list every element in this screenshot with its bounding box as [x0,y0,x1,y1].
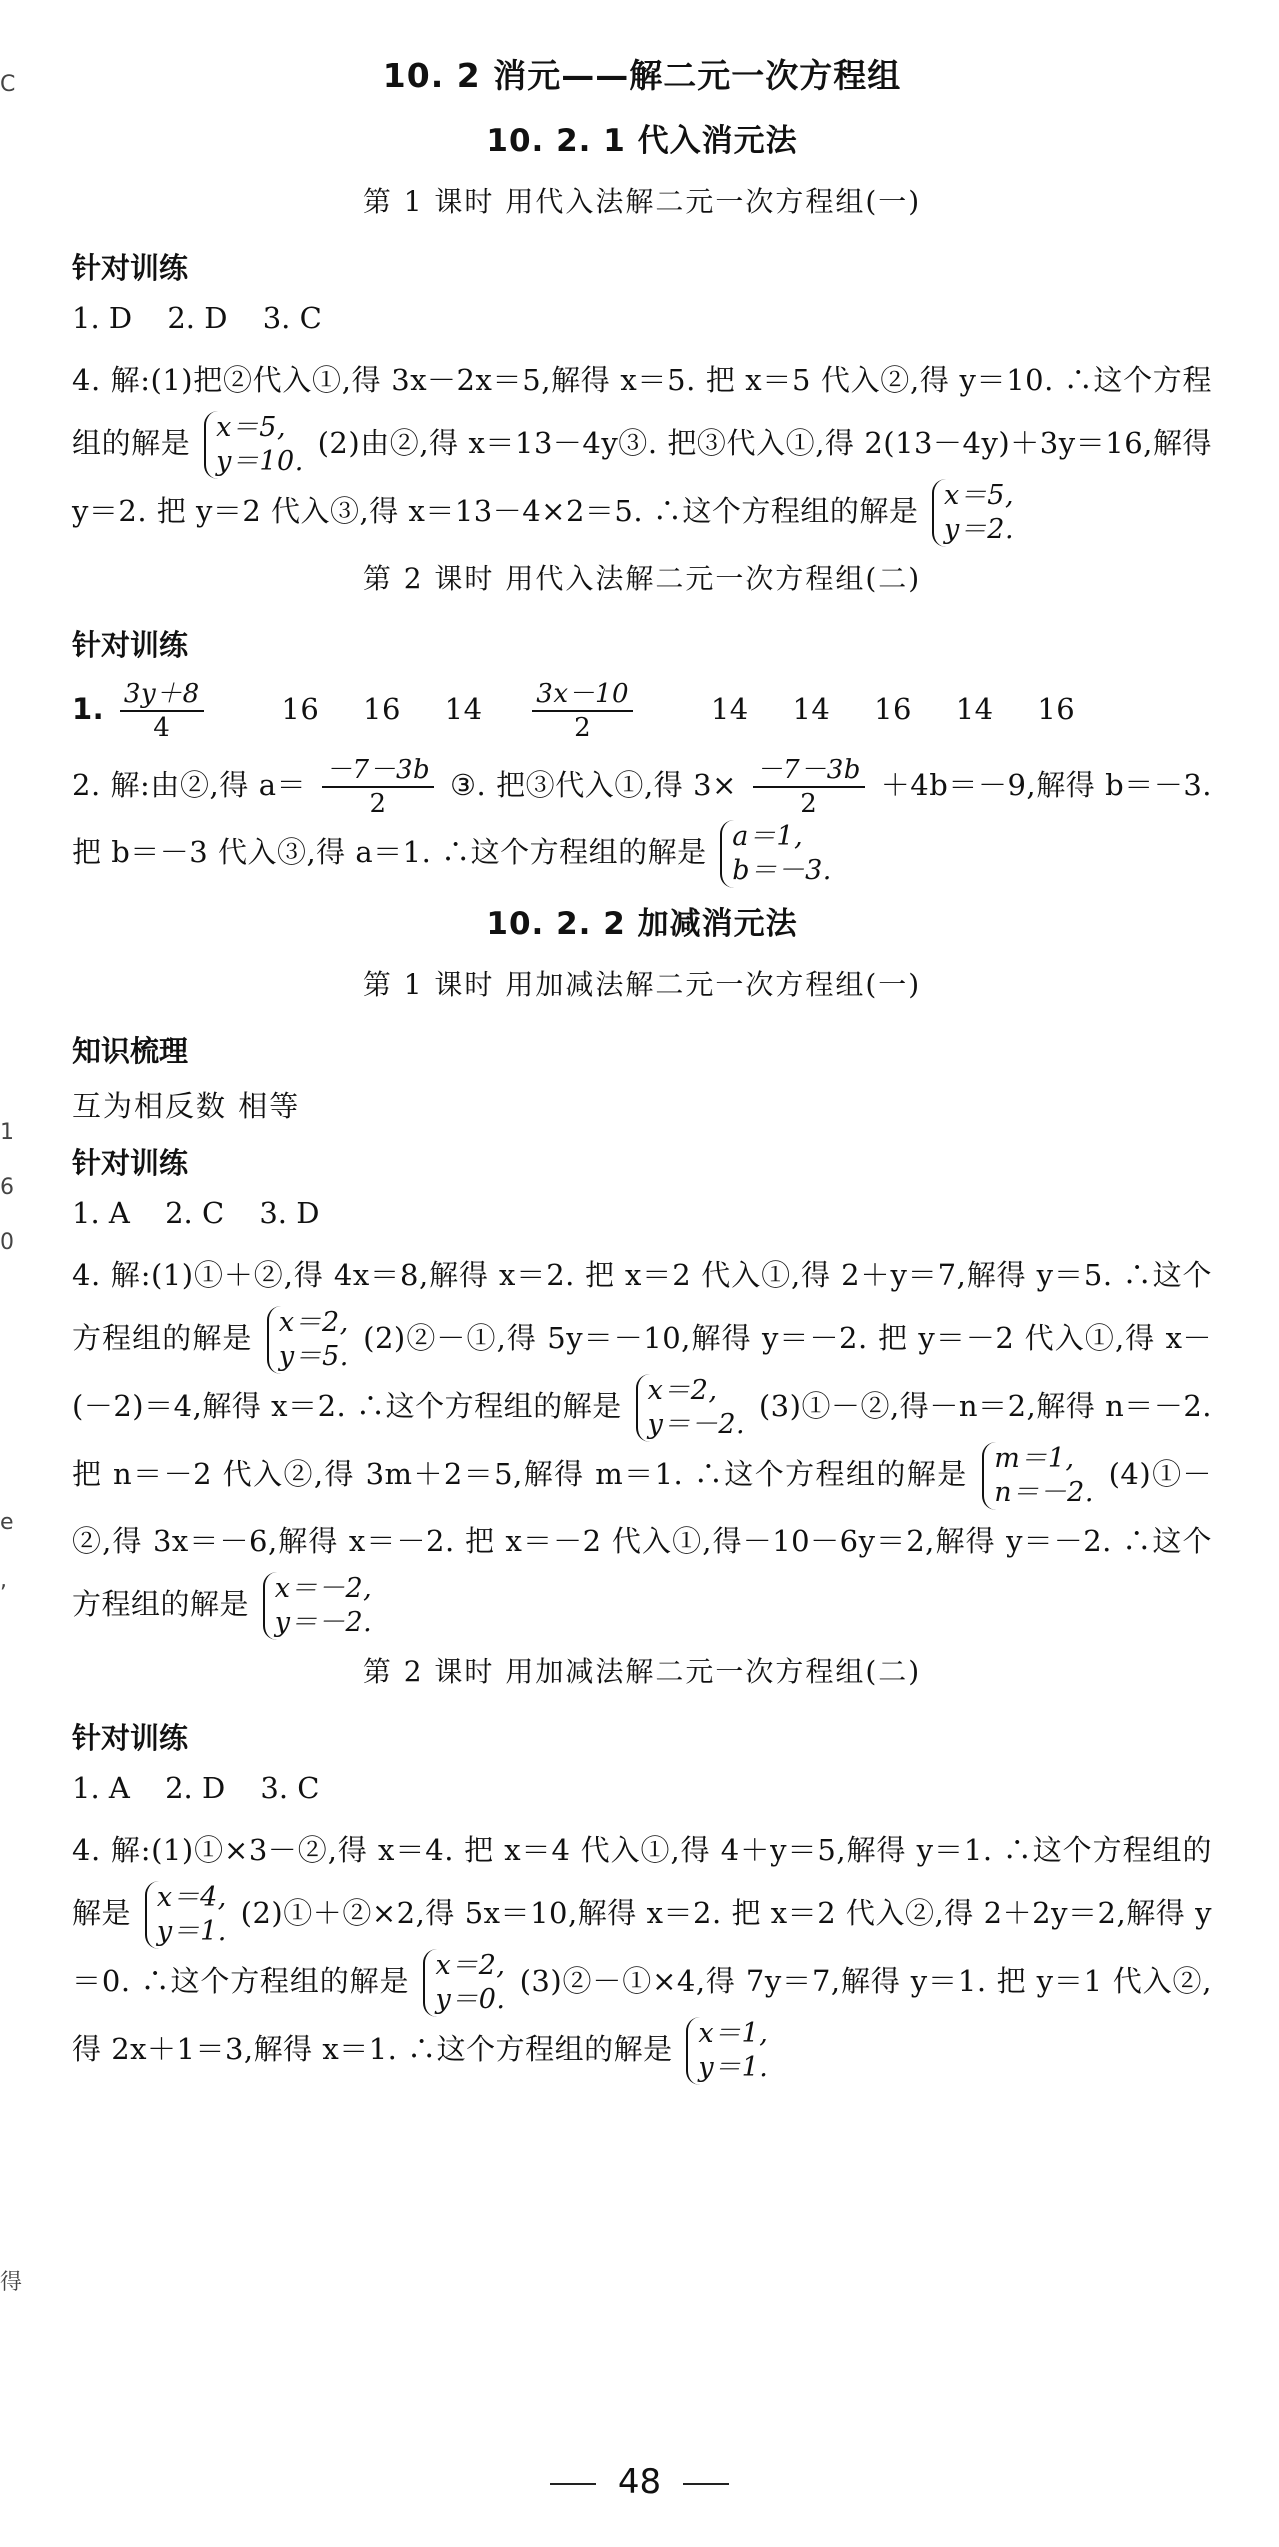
section-title: 10. 2 消元——解二元一次方程组 [382,56,902,95]
solution-text: (4)①－②,得 3x＝－6,解得 x＝－2. 把 x＝－2 代入①,得－10－6y＝2,解得 y＝－2. ∴这个方程组的解是 [72,1457,1212,1621]
edge-mark: e [0,1510,14,1535]
choice-answer: 3. C [262,301,322,335]
subsection-title: 10. 2. 2 加减消元法 [486,906,798,942]
equation-system [686,2017,768,2085]
system-line: x＝2, [435,1950,506,1981]
practice-heading: 针对训练 [72,628,189,662]
edge-mark: 0 [0,1230,14,1255]
blank-answer: 16 [281,692,320,726]
system-line: x＝5, [216,412,287,443]
blank-answer: 16 [874,692,912,726]
solution-text: (2)②－①,得 5y＝－10,解得 y＝－2. 把 y＝－2 代入①,得 x－(－2)＝4,解得 x＝2. ∴这个方程组的解是 [72,1321,1212,1423]
solution-text: (2)由②,得 x＝13－4y③. 把③代入①,得 2(13－4y)＋3y＝16,解得 y＝2. 把 y＝2 代入③,得 x＝13－4×2＝5. ∴这个方程组的解是 [72,426,1213,528]
choice-answer: 2. D [165,1771,226,1805]
blank-answer: 16 [363,692,401,726]
lesson-title: 第 2 课时 用代入法解二元一次方程组(二) [362,562,922,595]
question-number: 1. [72,692,105,726]
system-line: x＝2, [647,1375,718,1406]
solution-text: ＋4b＝－9,解得 b＝－3. 把 b＝－3 代入③,得 a＝1. ∴这个方程组的解是 [72,768,1213,869]
page-number-footer [0,2462,1279,2502]
page-number: 48 [617,2462,662,2502]
knowledge-text: 互为相反数 相等 [72,1089,301,1123]
blank-answer: 16 [1037,692,1076,726]
system-line: y＝0. [435,1984,506,2015]
fraction [753,754,865,820]
choice-answers [72,1771,1212,1805]
solution-text: 4. 解:(1)①＋②,得 4x＝8,解得 x＝2. 把 x＝2 代入①,得 2＋y＝7,解得 y＝5. ∴这个方程组的解是 [72,1258,1212,1355]
blank-answer: 14 [710,692,749,726]
system-line: x＝2, [278,1307,349,1338]
blank-answer: 14 [792,692,831,726]
solution-paragraph [72,754,1212,888]
fraction [322,754,434,820]
equation-system [982,1442,1094,1510]
edge-mark: 6 [0,1175,14,1200]
choice-answers [72,1196,1212,1230]
footer-dash [550,2483,596,2485]
system-line: y＝1. [156,1916,227,1947]
lesson-title: 第 1 课时 用加减法解二元一次方程组(一) [362,968,922,1001]
system-line: y＝1. [698,2052,769,2083]
system-line: n＝－2. [994,1477,1094,1508]
choice-answer: 2. D [167,301,228,335]
footer-dash [683,2483,729,2485]
lesson-title: 第 2 课时 用加减法解二元一次方程组(二) [362,1655,922,1688]
solution-paragraph [72,349,1212,547]
choice-answer: 2. C [165,1196,225,1230]
system-line: b＝－3. [732,855,832,886]
choice-answer: 3. C [260,1771,320,1805]
practice-heading: 针对训练 [72,1721,189,1755]
choice-answer: 3. D [259,1196,320,1230]
system-line: y＝2. [944,514,1015,545]
edge-mark: 1 [0,1120,14,1145]
blank-answer: 14 [444,692,483,726]
numerator: 3y＋8 [120,678,204,712]
numerator: －7－3b [322,754,434,788]
practice-heading: 针对训练 [72,251,189,285]
solution-text: 2. 解:由②,得 a＝ [72,768,307,802]
solution-text: 4. 解:(1)①×3－②,得 x＝4. 把 x＝4 代入①,得 4＋y＝5,解得 y＝1. ∴这个方程组的解是 [72,1833,1212,1930]
denominator: 2 [574,713,592,743]
edge-mark: , [0,1568,7,1593]
fraction [532,678,667,744]
equation-system [204,411,304,479]
equation-system [263,1572,373,1640]
system-line: x＝1, [698,2018,769,2049]
system-line: a＝1, [732,821,804,852]
denominator: 4 [153,713,171,743]
solution-text: 4. 解:(1)把②代入①,得 3x－2x＝5,解得 x＝5. 把 x＝5 代入②,得 y＝10. ∴这个方程组的解是 [72,363,1212,460]
equation-system [932,479,1014,547]
edge-mark: C [0,72,16,97]
left-edge-bleed [0,0,23,2547]
numerator: －7－3b [753,754,865,788]
system-line: m＝1, [994,1443,1075,1474]
lesson-title: 第 1 课时 用代入法解二元一次方程组(一) [362,185,922,218]
subsection-title: 10. 2. 1 代入消元法 [486,123,798,159]
edge-mark: 得 [0,2270,23,2295]
solution-paragraph [72,1819,1212,2085]
equation-system [720,820,832,888]
system-line: y＝－2. [647,1409,746,1440]
system-line: y＝10. [216,446,304,477]
fraction [120,678,238,744]
fill-blank-answers [72,678,1212,744]
solution-text: (2)①＋②×2,得 5x＝10,解得 x＝2. 把 x＝2 代入②,得 2＋2y＝2,解得 y＝0. ∴这个方程组的解是 [72,1896,1212,1998]
system-line: y＝－2. [274,1607,373,1638]
denominator: 2 [369,789,387,819]
choice-answer: 1. A [72,1771,130,1805]
system-line: x＝5, [944,480,1015,511]
solution-text: (3)②－①×4,得 7y＝7,解得 y＝1. 把 y＝1 代入②,得 2x＋1＝3,解得 x＝1. ∴这个方程组的解是 [72,1964,1213,2066]
equation-system [145,1881,227,1949]
equation-system [423,1949,505,2017]
solution-text: (3)①－②,得－n＝2,解得 n＝－2. 把 n＝－2 代入②,得 3m＋2＝5,解得 m＝1. ∴这个方程组的解是 [72,1389,1213,1491]
answer-page [72,50,1212,2095]
system-line: x＝－2, [274,1573,373,1604]
choice-answers [72,301,1212,335]
knowledge-heading: 知识梳理 [72,1034,189,1068]
practice-heading: 针对训练 [72,1146,189,1180]
system-line: y＝5. [278,1341,349,1372]
equation-system [267,1306,349,1374]
blank-answer: 14 [955,692,994,726]
solution-text: ③. 把③代入①,得 3× [449,768,737,802]
choice-answer: 1. D [72,301,133,335]
denominator: 2 [800,789,818,819]
equation-system [636,1374,746,1442]
system-line: x＝4, [156,1882,227,1913]
numerator: 3x－10 [532,678,633,712]
choice-answer: 1. A [72,1196,130,1230]
solution-paragraph [72,1244,1212,1640]
